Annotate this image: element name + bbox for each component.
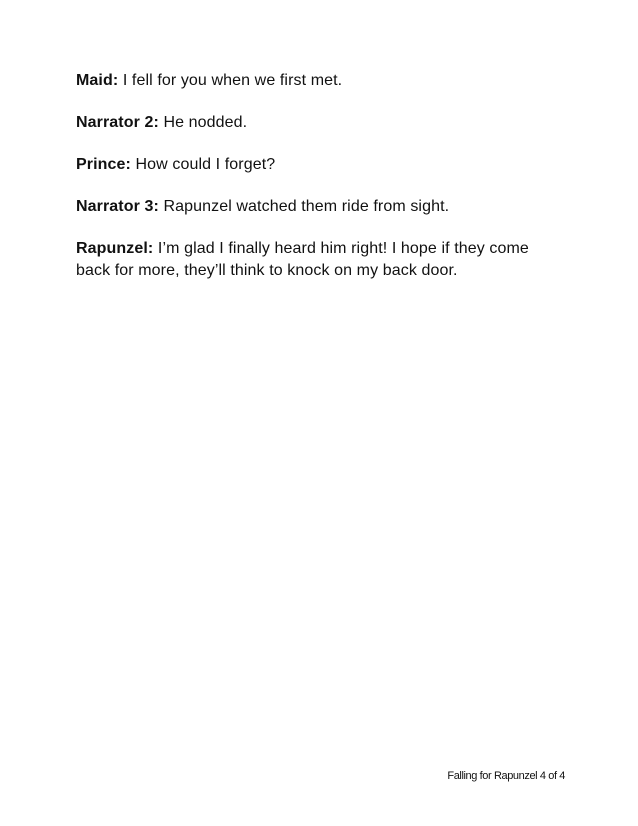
- speaker-name: Rapunzel:: [76, 240, 154, 257]
- speaker-name: Maid:: [76, 72, 119, 89]
- speaker-name: Prince:: [76, 156, 131, 173]
- speaker-name: Narrator 3:: [76, 198, 159, 215]
- dialogue-text: He nodded.: [163, 114, 248, 131]
- dialogue-text: I fell for you when we first met.: [122, 72, 343, 89]
- dialogue-line-narrator-2: [76, 112, 556, 134]
- dialogue-line-maid: [76, 70, 556, 92]
- speaker-name: Narrator 2:: [76, 114, 159, 131]
- dialogue-text: Rapunzel watched them ride from sight.: [163, 198, 450, 215]
- dialogue-line-prince: [76, 154, 556, 176]
- dialogue-line-narrator-3: [76, 196, 556, 218]
- script-body: [76, 70, 556, 302]
- page-footer: Falling for Rapunzel 4 of 4: [447, 770, 565, 782]
- dialogue-text: I’m glad I finally heard him right! I hope if they come back for more, they’ll think to knock on my back door.: [76, 240, 529, 279]
- dialogue-line-rapunzel: [76, 238, 556, 282]
- dialogue-text: How could I forget?: [135, 156, 276, 173]
